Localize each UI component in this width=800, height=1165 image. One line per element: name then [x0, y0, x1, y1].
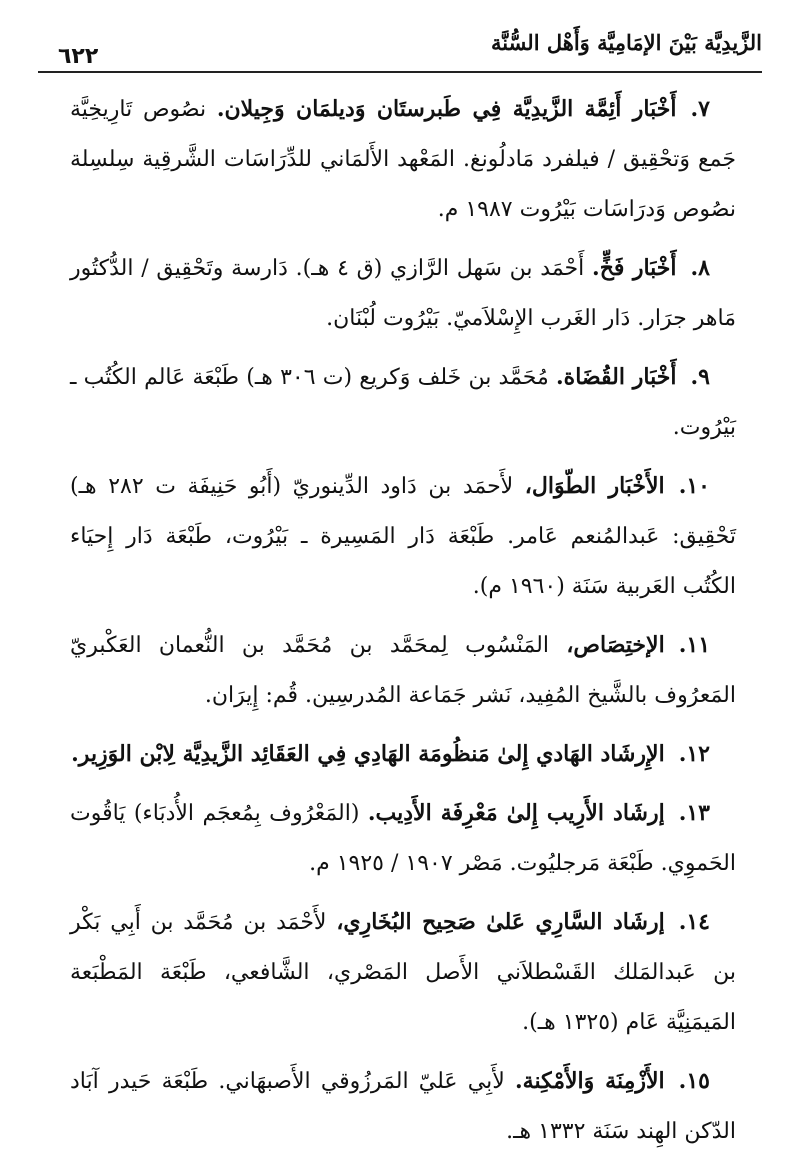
bibliography-entry	[70, 84, 736, 235]
entry-body: لأَبِي عَليّ المَرزُوقي الأَصبهَاني. طَبْعَة حَيدر آبَاد الدّكن الهِند سَنَة ١٣٣٢ هـ.	[70, 1069, 736, 1144]
entry-title: أَخْبَار فَخٍّ.	[592, 255, 677, 281]
bibliography-entry	[70, 620, 736, 721]
bibliography-entry	[70, 243, 736, 344]
entry-number: ٧.	[690, 96, 710, 122]
bibliography-entry	[70, 352, 736, 453]
entry-number: ١٣.	[678, 800, 710, 826]
entry-number: ٨.	[690, 255, 710, 281]
bibliography-entry	[70, 1056, 736, 1157]
entry-title: الإِرشَاد الهَادي إِلىٰ مَنظُومَة الهَادِي فِي العَقَائِد الزَّيدِيَّة لِابْن الوَزِير.	[71, 741, 665, 767]
entry-number: ٩.	[690, 364, 710, 390]
bibliography-list	[70, 84, 736, 1165]
entry-body: (المَعْرُوف بِمُعجَم الأُدبَاء) يَاقُوت الحَموِي. طَبْعَة مَرجليُوت. مَصْر ١٩٠٧ / ١٩٢٥ م.	[70, 801, 736, 876]
page-number: ٦٢٢	[58, 44, 99, 69]
entry-title: إرشَاد الأَرِيب إِلىٰ مَعْرِفَة الأَدِيب.	[367, 800, 665, 826]
entry-number: ١٤.	[678, 909, 710, 935]
header-title: الزَّيدِيَّة بَيْنَ الإمَامِيَّة وَأَهْل السُّنَّة	[490, 30, 762, 55]
bibliography-entry	[70, 461, 736, 612]
entry-title: أَخْبَار القُضَاة.	[556, 364, 677, 390]
entry-title: الأَخْبَار الطّوَال،	[524, 473, 665, 499]
entry-title: أَخْبَار أَئِمَّة الزَّيدِيَّة فِي طَبرستَان وَديلمَان وَجِيلان.	[216, 96, 677, 122]
bibliography-entry	[70, 897, 736, 1048]
entry-title: إرشَاد السَّارِي عَلىٰ صَحِيح البُخَارِي،	[336, 909, 665, 935]
entry-body: المَنْسُوب لِمحَمَّد بن مُحَمَّد بن النُّعمان العَكْبريّ المَعرُوف بالشَّيخ المُفِيد، نَشر جَمَاعة المُدرسِين. قُم: إِيرَان.	[70, 633, 736, 708]
entry-number: ١١.	[678, 632, 711, 658]
entry-title: الإختِصَاص،	[566, 632, 665, 658]
running-header	[38, 28, 762, 69]
bibliography-entry	[70, 729, 736, 780]
header-rule	[38, 71, 762, 73]
entry-number: ١٥.	[678, 1068, 710, 1094]
entry-number: ١٠.	[678, 473, 710, 499]
bibliography-entry	[70, 788, 736, 889]
entry-body: أَحْمَد بن سَهل الرَّازي (ق ٤ هـ). دَارسة وتَحْقِيق / الدُّكتُور مَاهر جرَار. دَار الغَرب الإِسْلاَميّ. بَيْرُوت لُبْنَان.	[70, 256, 736, 331]
entry-body: لأَحمَد بن دَاود الدِّينوريّ (أَبُو حَنِيفَة ت ٢٨٢ هـ) تَحْقِيق: عَبدالمُنعم عَامر. طَبْعَة دَار المَسِيرة ـ بَيْرُوت، طَبْعَة دَار إِحيَاء الكُتُب العَربية سَنَة (١٩٦٠ م).	[70, 474, 736, 599]
entry-body: لأَحْمَد بن مُحَمَّد بن أَبِي بَكْر بن عَبدالمَلك القَسْطلاَني الأَصل المَصْري، الشَّافعي، طَبْعَة المَطْبَعة المَيمَنِيَّة عَام (١٣٢٥ هـ).	[70, 910, 736, 1035]
entry-body: مُحَمَّد بن خَلف وَكريع (ت ٣٠٦ هـ) طَبْعَة عَالم الكُتُب ـ بَيْرُوت.	[70, 365, 736, 440]
entry-number: ١٢.	[678, 741, 710, 767]
entry-title: الأَزْمِنَة وَالأَمْكِنة.	[514, 1068, 665, 1094]
entry-body: نصُوص تَارِيخِيَّة جَمع وَتحْقِيق / فيلفرد مَادلُونغ. المَعْهد الأَلمَاني للدِّرَاسَات الشَّرقِية سِلسِلة نصُوص وَدرَاسَات بَيْرُوت ١٩٨٧ م.	[70, 97, 736, 222]
